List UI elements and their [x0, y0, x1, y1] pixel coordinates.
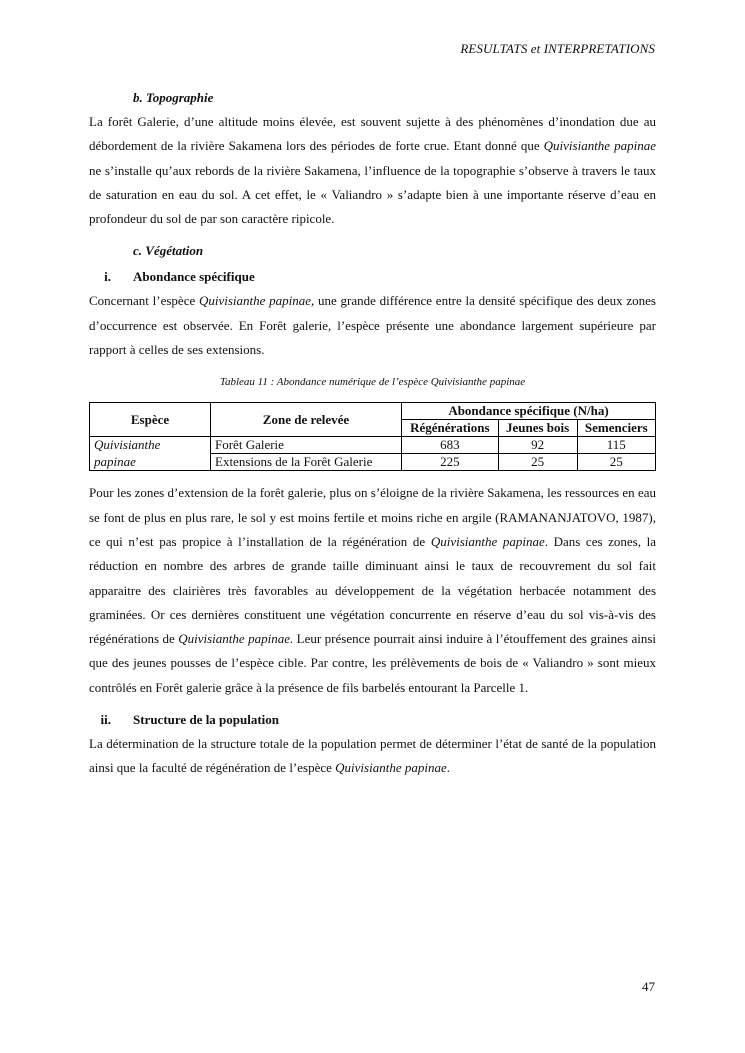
page-number: 47: [642, 979, 655, 994]
paragraph-structure: La détermination de la structure totale de la population permet de déterminer l’état de santé de la population ainsi que la faculté de régénération de l’espèce Quivisianthe papinae.: [89, 736, 656, 776]
zone-cell: Extensions de la Forêt Galerie: [211, 454, 402, 471]
species-cell-line2: papinae: [90, 454, 211, 471]
table-caption: Tableau 11 : Abondance numérique de l’espèce Quivisianthe papinae: [219, 376, 526, 389]
subsection-title: Structure de la population: [133, 712, 280, 728]
table-row: [90, 454, 656, 471]
paragraph-topographie: La forêt Galerie, d’une altitude moins élevée, est souvent sujette à des phénomènes d’inondation due au débordement de la rivière Sakamena lors des périodes de forte crue. Etant donné que Quivisianthe papinae ne s’installe qu’aux rebords de la rivière Sakamena, l’influence de la topographie s’observe à travers le taux de saturation en eau du sol. A cet effet, le « Valiandro » s’adapte bien à une importante réserve d’eau en profondeur du sol de par son caractère ripicole.: [89, 114, 656, 227]
section-heading-topographie: b. Topographie: [133, 90, 214, 105]
jeunes-bois-cell: 25: [498, 454, 577, 471]
zone-cell: Forêt Galerie: [211, 437, 402, 454]
header-espece: Espèce: [90, 403, 211, 437]
semenciers-cell: 25: [577, 454, 655, 471]
header-regenerations: Régénérations: [402, 420, 499, 437]
subsection-heading-structure: [89, 710, 656, 730]
jeunes-bois-cell: 92: [498, 437, 577, 454]
species-name: Quivisianthe papinae: [430, 533, 545, 549]
species-name: Quivisianthe papinae: [543, 138, 656, 154]
paragraph-extension: Pour les zones d’extension de la forêt galerie, plus on s’éloigne de la rivière Sakamena, les ressources en eau se font de plus en plus rare, le sol y est moins fertile et moins riche en argile (RAMANANJATOVO, 1987), ce qui n’est pas propice à l’installation de la régénération de Quivisianthe papinae. Dans ces zones, la réduction en nombre des arbres de grande taille diminuant ainsi le taux de recouvrement du sol fait apparaitre des clairières très favorables au développement de la végétation herbacée notamment des graminées. Or ces dernières constituent une végétation concurrente en réserve d’eau du sol vis-à-vis des régénérations de Quivisianthe papinae. Leur présence pourrait ainsi induire à l’étouffement des graines ainsi que des jeunes pousses de l’espèce cible. Par contre, les prélèvements de bois de « Valiandro » sont mieux contrôlés en Forêt galerie grâce à la présence de fils barbelés entourant la Parcelle 1.: [89, 485, 656, 695]
regenerations-cell: 683: [402, 437, 499, 454]
semenciers-cell: 115: [577, 437, 655, 454]
regenerations-cell: 225: [402, 454, 499, 471]
species-cell-line1: Quivisianthe: [90, 437, 211, 454]
header-jeunes-bois: Jeunes bois: [498, 420, 577, 437]
paragraph-abondance: Concernant l’espèce Quivisianthe papinae, une grande différence entre la densité spécifique des deux zones d’occurrence est observée. En Forêt galerie, l’espèce présente une abondance largement supérieure par rapport à celles de ses extensions.: [89, 293, 656, 358]
abundance-table: [89, 402, 656, 471]
header-zone: Zone de relevée: [211, 403, 402, 437]
page-content: [89, 88, 656, 781]
table-row: [90, 437, 656, 454]
running-head: RESULTATS et INTERPRETATIONS: [460, 41, 655, 56]
section-heading-vegetation: c. Végétation: [133, 243, 204, 259]
subsection-number: ii.: [100, 712, 111, 728]
subsection-number: i.: [104, 269, 111, 285]
header-abondance: Abondance spécifique (N/ha): [402, 403, 656, 420]
subsection-heading-abondance: [89, 267, 656, 287]
species-name: Quivisianthe papinae.: [178, 631, 294, 647]
subsection-title: Abondance spécifique: [133, 269, 255, 285]
header-semenciers: Semenciers: [577, 420, 655, 437]
species-name: Quivisianthe papinae: [335, 760, 447, 776]
table-header-row: [90, 403, 656, 420]
species-name: Quivisianthe papinae,: [198, 293, 315, 309]
